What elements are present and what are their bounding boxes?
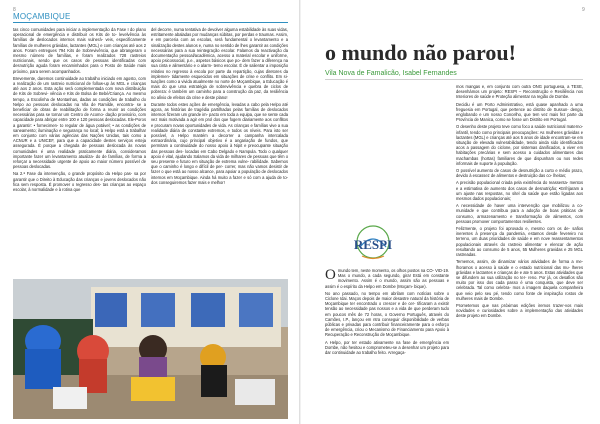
article-title: o mundo não parou! — [325, 40, 516, 65]
col4-paragraph: Prometemos que nas próximas edições iremos trazer-vos mais novidades e curiosidades sobre a implementação das atividades deste projeto em Dombe. — [456, 302, 583, 319]
col1-paragraph: Brevemente, daremos continuidade ao trabalho iniciado em agosto, com a realização de um rastreio nutricional de follow-up às MGL e crianças até aos 2 anos. Esta ação será complementada com nova distribuição de Kits de Sobrevi- vência e Kits de Bolsa de Bebé/Criança. Ao mesmo tempo, a Escolinha de Montanhas, dadas as condições de trabalho do Nelpo ao pessoas deslocadas na Vila de Ramilde, encontra- se a beneficiar de obras de reabilitação de forma a reunir as condições necessárias para se tornar um Centro de Acomo- dação provisório, com capacidade para abrigar entre 100 e 120 pessoas deslocadas. Ele-Poros a garantir: • fornecimen- to regular de água potável; • as condições de saneamento; iluminação e segurança no local; à Helpo está a trabalhar em conjunto com várias agências das Nações Unidas, tais como a ACNUR e a UNICEF, para que a capacidade destes serviços esteja assegurada. É porque a chegada de pessoas deslocada às novas comunidades é uma realidade praticamente diária, consideramos importante fazer um levantamento atualiza- do de famílias, de forma a reforçar a necessidade urgente de apoio ao maior número possível de pessoas deslocadas. — [13, 75, 146, 170]
col4-paragraph: A precisão populacional criada pela existência do reassenta- mentos e a estimativa de aumento dos casos de desnutrição; •Enfrijaram a um ajuste nas respostas, no sítel da saúde que estão ligadas aos mesmos dados populacionais; — [456, 180, 583, 202]
col4-paragraph: O desenho deste projeto teve como foco a saúde nutricional materno-infantil, tendo como principais preocupações: As mulheres grávidas e lactantes (MGL) e crianças até aos 5 anos de idade encontram-se em situação de elevada vulnerabilidade, tendo ainda sido identificados acos a passagem do ciclone, por sistemas danificados, a viver em habitações precárias e sem acesso a cuidados alimentares das machambas (hortas) familiares de que dispunham ou nos redes informais de suporte à população. — [456, 124, 583, 166]
respi-logo — [348, 225, 398, 263]
col3-paragraph: Omundo tem, neste momento, os olhos postos na CO- VID-19. Mas o mundo, a cada segundo, gira! Está em constante movimento. Assim é o mundo, assim são as pessoas e assim é o espírito da Helpo em Dombe (Moçam- bique). — [325, 267, 449, 289]
col4-paragraph: Decidiu é um Porto Administrativo, está quase apanhado a uma freguesia em Portugal, que pertence ao distrito de Sussun- dengo, englobando e um nosso Concelho, que tem vez mais fez parte da Província de Manica, como se fosse um Distrito em Portugal. — [456, 101, 583, 123]
col4-paragraph: mos mangas e, em conjunto com outra ONG portuguesa, a TESE, desenhámos um projeto: RESPI – Reconstrução e Resiliência nos Interiores de saúde e Proteção alimentar na região de Dombe. — [456, 84, 583, 100]
article-column-2 — [151, 27, 288, 187]
article-column-3 — [325, 268, 449, 357]
col3-paragraph: No ano passado, no tempo em abrilam com notícias sobre o Ciclone Idai. Maços depois de maior desastre natural da história de Moçambique ter encontrado o crescer e de cer- tificaram a existir tensão ao necessidade pas nossos e a vida de que perderam tudo em poucos mês de 72 horas, o Governo Português, através do Camões, I.P., lançou em ntra conseguir disponibilidade de verbas públicas e privadas para contribuir financeiramente para o esforço de emergência, criou o Mecanismo de Financiamento para Apoio à Recuperação e Reconstrução de Moçambique. — [325, 290, 449, 338]
page-fold — [299, 0, 301, 424]
col2-paragraph: del decorre, numa tentativa de devolver alguma estabilidade às suas vidas, estritamente abaladas por mudanças súbitas, por perdas e traumas. Assim, e em parceria com as escolas, será fundamental o levantamento e a sinalização destes alunos e, numa no sentido de lhes garantir as condições necessárias para a sua reintegração escolar. Falamos da reactivação da documentação pessoal/académica, acesso a material escolar e uniforme, apoio psicossocial, p.e., aspetos básicos que po- dem fazer a diferença na sua cinta e alimentário e o alarm- temo escolar. É de salientar a imposição relativo no regresso à escola por parte da repartição, cujas diretores da implemen- tidamente esquecidos em situações de crise e conflito. Em si- tuações como a vivida atualmente no norte de Moçambique, a Educação é mais do que uma estratégia de sobrevivência e quebra de ciclos de pobreza: é também um caminho para a construção da paz, da resiliência no alívio de efeitos da crise e deste plano! — [151, 27, 288, 100]
photo-food-distribution — [13, 279, 288, 419]
article-column-4 — [456, 84, 583, 321]
col2-paragraph: Durante todos estes ações de emergência, levadas a cabo pela Helpo até agora, as histórias de tragédia partilhadas pelas famílias de deslocados internos fizeram um grande im- pacto em toda a equipa, que se sente cada vez mais motivada a agir em prol dos que fogem diariamente aos conflitos e procuram novas oportunidades de vida. As crianças e famílias vive a sua realidade diária de constante extremos, e todos os níveis. Para isto ser possível, a Helpo mantém a decorrer a campanha intercalada extraordinária, cujo principal objetivo é a angariação de fundos, que permitam a continuidade do nosso apoio à Nipit e preocupante situação das pessoas des- locadas em Cabo Delgado e Nampula. Todo o qualquer apoio é vital, ajudando Salamos da vida de milhares de pessoas que têm o seu presente e futuro em situação de extrema vulne- rabilidade. Sabemos que o caminho é longo e difícil de per- correr, mas não vamos desistir de fazer o que está ao nosso alcance, para apoiar a população de deslocados internos em Moçambique. Ainda há muito a fazer e só com a ajuda de to- dos conseguiremos fazer mais e melhor! — [151, 101, 288, 185]
col1-paragraph: tas cinco comunidades para iniciar a implementação da Fase I do plano operacional de emergência e distribuir os Kits de to- levelvência às famílias de deslocados internos mais vulnerá- veis, especificamente famílias de mulheres grávidas, lactantes (MGL) e com crianças até aos 2 anos. Foram entregues 794 Kits de Sobrevivência, que abrangeram o mesmo número de famílias, e foram realizados 728 rastreios nutricionais, sendo que os casos de pessoas identificadas com desnutrição aguda foram encaminhados para o Posto de Saúde mais próximo, para serem acompanhados. — [13, 27, 146, 74]
section-heading: MOÇAMBIQUE — [13, 12, 71, 21]
col4-paragraph: Tememos, assim, de dinamizar vários atividades de forma a me- lhoramos o acesso à saúde e o estado nutricional das mu- lheres grávidas e lactantes e crianças de e ate 5 anos. Estas atividades que se difundem ao sua utilização no ter- reno. Por já, os desafios são muito por isso dos cada passo é uma conquista, que deve ser celebrada. Tal como celebra- mos a imagem daquela companheira que veio pelo seu pé, tendo como fonte de inspiração rostos de mulheres mais de Dombe. — [456, 259, 583, 301]
logo-text: RESPI — [353, 237, 393, 252]
byline-rule — [325, 79, 583, 80]
photo-illustration — [13, 279, 288, 419]
page-number-left: 8 — [13, 7, 16, 13]
drop-cap: O — [325, 267, 336, 283]
article-byline: Vila Nova de Famalicão, Isabel Fernandes — [325, 70, 457, 77]
col3-paragraph: A Helpo, por ter estado ativamente na fase de emergência em Dombe, não hesitou e comprometeu-se a desenhar um projeto para dar continuidade ao trabalho feito. Arregaça- — [325, 339, 449, 356]
page-number-right: 9 — [582, 7, 585, 13]
section-rule — [13, 22, 288, 23]
col1-paragraph: Na 2.ª Fase da intervenção, o grande propósito da Helpo pas- sa por garantir que o Direito à Educação das crianças e jovens deslocados não fica sem resposta. É promover o regresso des- tas crianças ao espaço escolar, à normalidade e à rotina que — [13, 171, 146, 193]
col4-paragraph: O possível aumento de casos de desnutrição a curto e médio prazo, devido à escassez de alimentos e destruição das co- lheitas; — [456, 168, 583, 179]
col4-paragraph: A necessidade de haver uma intervenção que mobilizou a co- munidade e que contribua para a adoção de boas práticas de consumo, armazenamento e transformação de alimentos, com pessoas promover comportamentos resilientes. — [456, 203, 583, 224]
col4-paragraph: Felizmente, o projeto foi aprovado e, mesmo com os de- safios inerentes à presença da pandemia, estamos desde fevereiro no terreno, um duas prioridades de saúde e em nove reassentamentos populacionais através do rastreio alimentar e elencar de ação resultando ao consumo de 5 anos, 55 Mulheres gravidas e 25 MGL rastreadas. — [456, 226, 583, 258]
article-column-1 — [13, 27, 146, 194]
